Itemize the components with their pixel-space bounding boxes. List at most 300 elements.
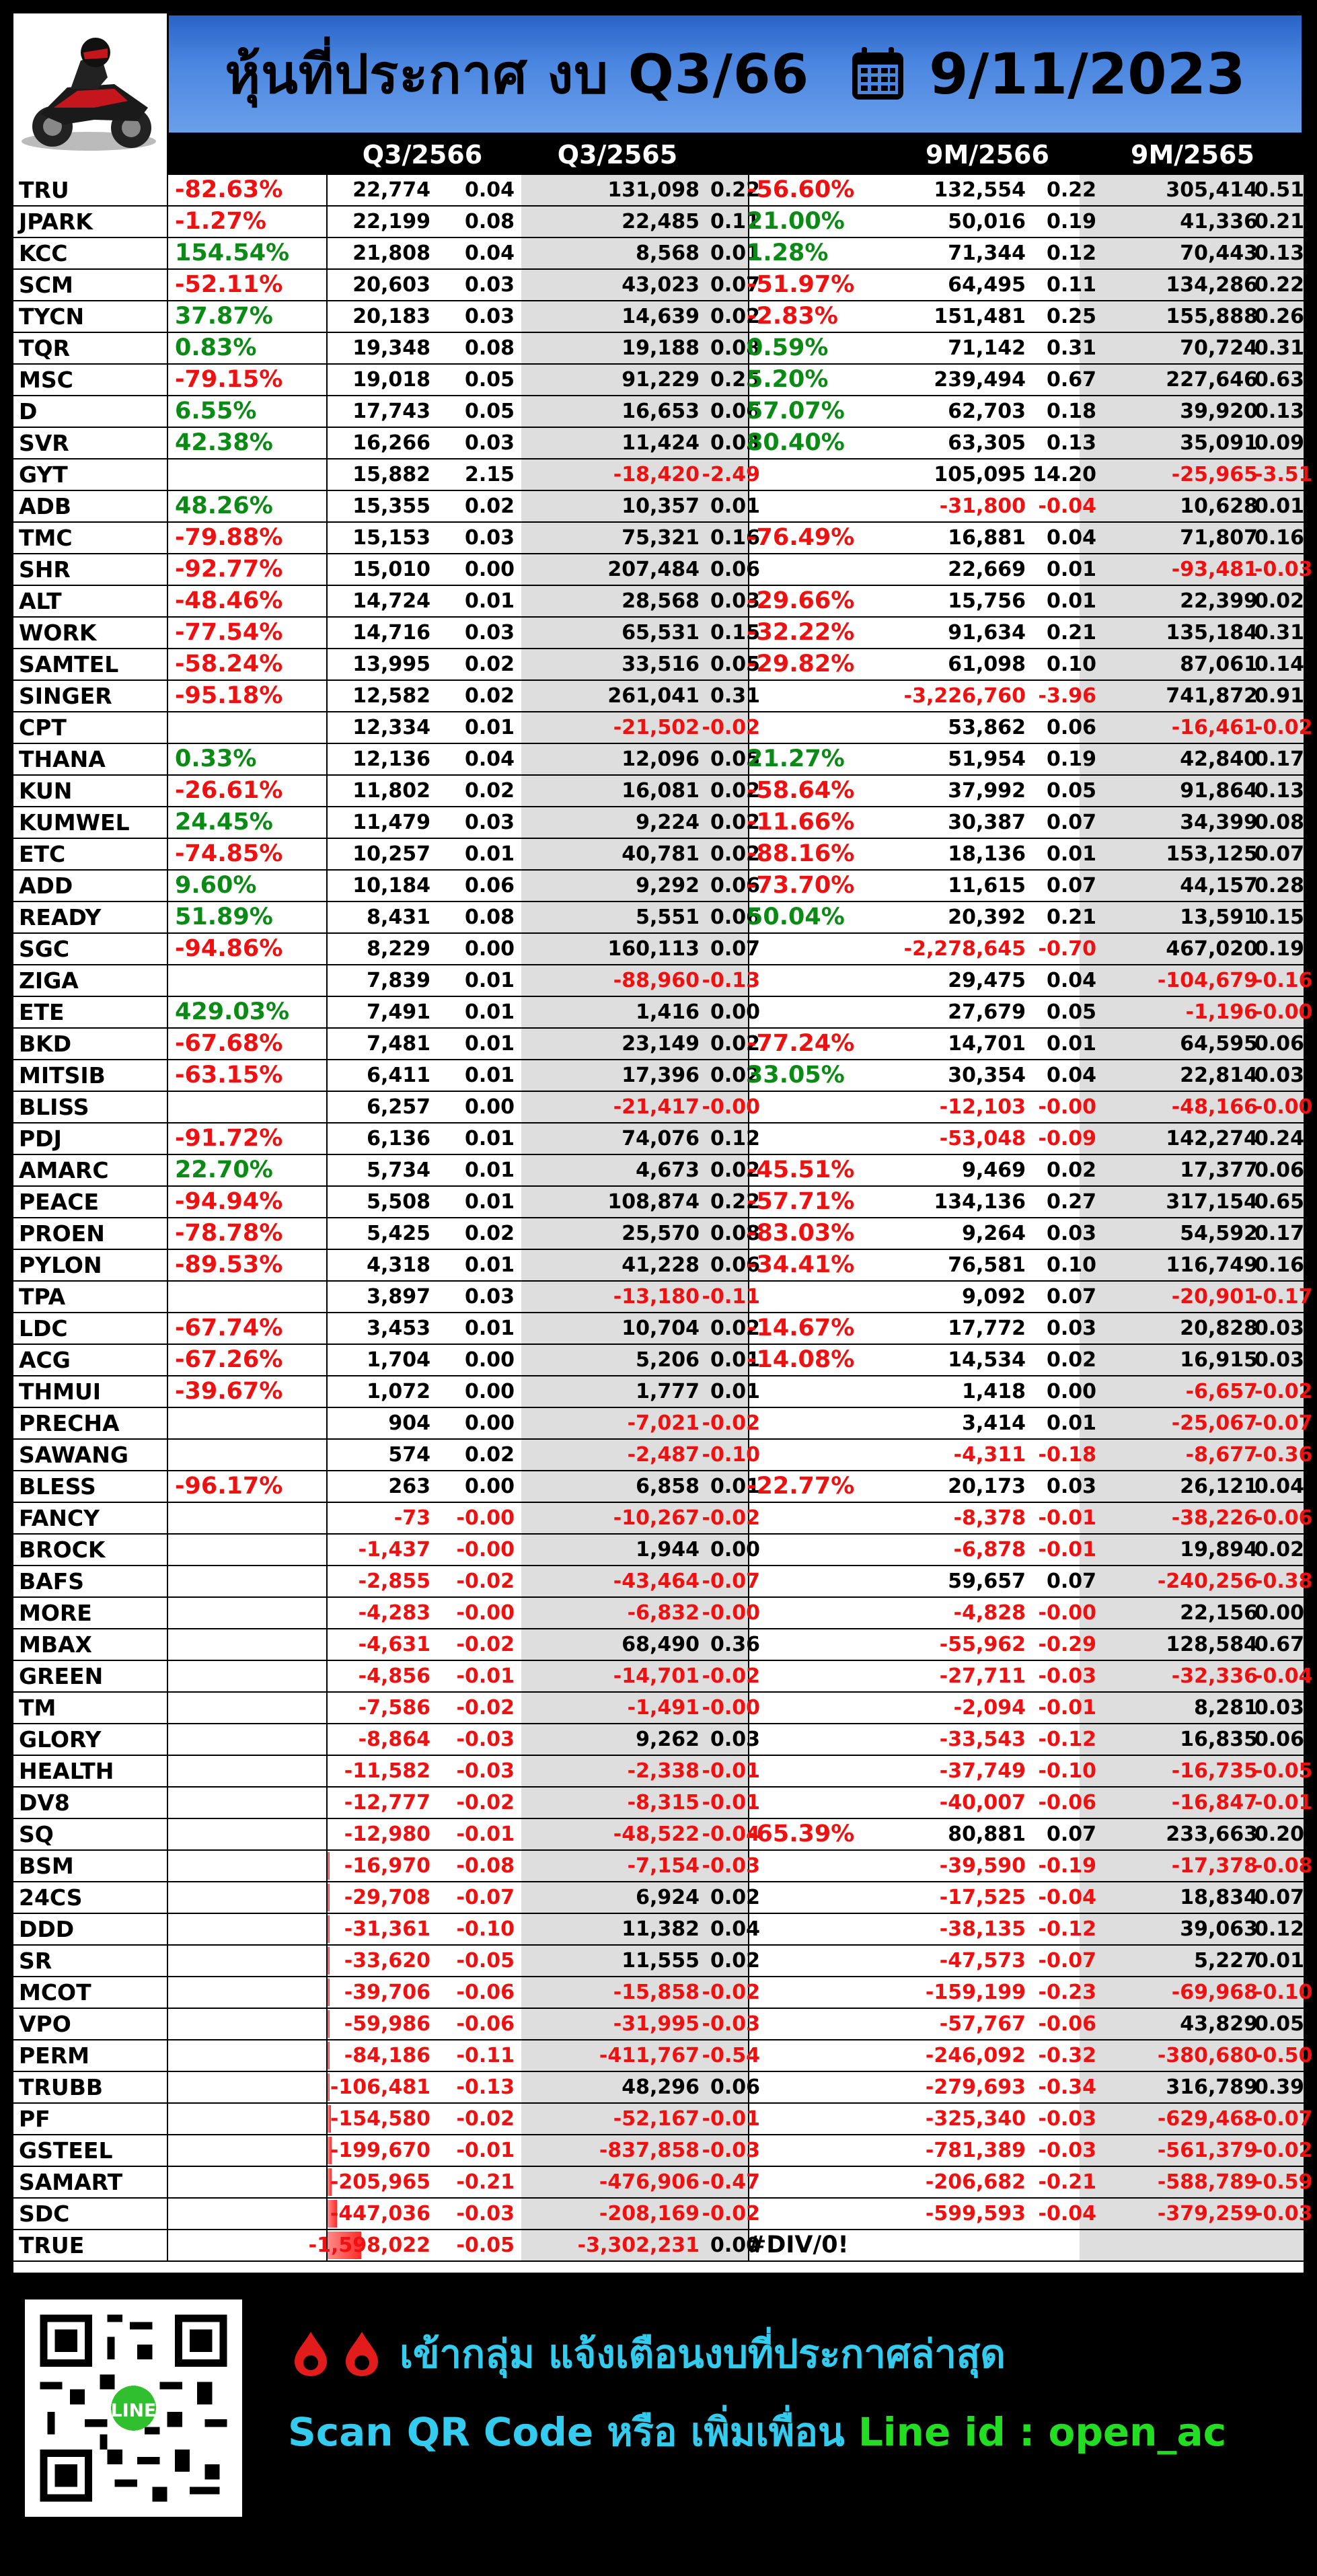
q3-2565-profit: 75,321 <box>622 526 700 550</box>
nine-m-2565-profit: 13,591 <box>1180 906 1258 929</box>
q3-2566-eps: 0.02 <box>464 653 515 676</box>
nine-m-2566-profit: 20,392 <box>948 906 1026 929</box>
nine-m-2565-profit: 316,789 <box>1166 2075 1258 2099</box>
q3-2565-eps: 0.05 <box>710 653 760 676</box>
qr-code-icon[interactable] <box>25 2299 242 2517</box>
nine-m-2566-eps: 0.10 <box>1046 653 1096 676</box>
q3-2565-eps: -0.07 <box>702 1570 760 1593</box>
nine-m-2566-profit: 71,142 <box>948 336 1026 360</box>
symbol: SDC <box>19 2201 70 2227</box>
q3-2565-profit: 1,777 <box>636 1380 700 1403</box>
nine-m-2566-profit: 14,534 <box>948 1348 1026 1372</box>
q3-2565-eps: 0.15 <box>710 621 760 645</box>
nine-m-2565-profit: 227,646 <box>1166 368 1258 392</box>
q3-2565-eps: -0.54 <box>702 2044 760 2067</box>
q3-2565-eps: 0.00 <box>710 2234 760 2257</box>
nine-m-2565-profit: 233,663 <box>1166 1823 1258 1846</box>
table-row <box>13 1376 1313 1408</box>
nine-m-2566-profit: -39,590 <box>939 1854 1026 1878</box>
q3-2565-eps: 0.06 <box>710 1253 760 1277</box>
q3-2565-profit: 12,096 <box>622 747 700 771</box>
nine-m-2565-profit: 39,920 <box>1180 400 1258 423</box>
q3-change-pct: 51.89% <box>175 904 273 930</box>
q3-2566-profit: 7,481 <box>367 1032 430 1056</box>
q3-2566-eps: -0.06 <box>456 1981 515 2004</box>
table-row <box>13 301 1304 333</box>
nine-m-2566-profit: 15,756 <box>948 589 1026 613</box>
table-row <box>13 1250 1304 1282</box>
symbol: WORK <box>19 620 97 646</box>
q3-2566-eps: -0.01 <box>456 1664 515 1688</box>
nine-m-2565-eps: 0.13 <box>1254 242 1305 265</box>
nine-m-change-pct: -22.77% <box>747 1473 855 1500</box>
nine-m-2565-profit: -20,901 <box>1171 1285 1258 1309</box>
symbol: PEACE <box>19 1189 100 1215</box>
q3-2566-eps: 0.02 <box>464 494 515 518</box>
nine-m-2566-eps: -0.29 <box>1038 1633 1096 1656</box>
q3-2566-eps: 0.01 <box>464 716 515 739</box>
table-row <box>13 2009 1304 2040</box>
nine-m-2566-profit: 105,095 <box>934 463 1026 486</box>
q3-2566-profit: 20,183 <box>352 305 430 328</box>
q3-2565-eps: 0.02 <box>710 1949 760 1973</box>
table-row <box>13 175 1304 207</box>
nine-m-change-pct: -58.64% <box>747 777 855 804</box>
q3-2565-profit: 19,188 <box>622 336 700 360</box>
scan-line <box>288 2400 1226 2463</box>
nine-m-2566-profit: -27,711 <box>939 1664 1026 1688</box>
symbol: THMUI <box>19 1378 102 1405</box>
nine-m-2566-eps: -0.01 <box>1038 1538 1096 1561</box>
nine-m-2566-profit: -279,693 <box>925 2075 1026 2099</box>
q3-2565-eps: 0.02 <box>710 1064 760 1087</box>
q3-change-pct: -79.88% <box>175 524 283 551</box>
table-row <box>13 871 1304 902</box>
q3-2566-profit: 11,479 <box>352 811 430 834</box>
nine-m-2566-profit: -38,135 <box>939 1917 1026 1941</box>
nine-m-2566-profit <box>851 2230 1026 2260</box>
symbol: SR <box>19 1948 52 1974</box>
symbol: LDC <box>19 1315 68 1341</box>
q3-2566-eps: -0.01 <box>456 1823 515 1846</box>
q3-2566-eps: -0.02 <box>456 1633 515 1656</box>
q3-change-pct: -74.85% <box>175 840 283 867</box>
nine-m-2565-eps: -0.08 <box>1254 1854 1313 1878</box>
nine-m-2566-eps: -0.32 <box>1038 2044 1096 2067</box>
nine-m-2565-eps: -0.02 <box>1254 1380 1313 1403</box>
nine-m-2565-eps: -3.51 <box>1254 463 1313 486</box>
q3-2566-profit: -154,580 <box>330 2107 430 2131</box>
nine-m-2566-eps: 0.00 <box>1046 1380 1096 1403</box>
symbol: PRECHA <box>19 1410 120 1436</box>
nine-m-2565-profit: -561,379 <box>1157 2139 1258 2162</box>
q3-2566-profit: 1,704 <box>367 1348 430 1372</box>
nine-m-2565-eps: 0.63 <box>1254 368 1305 392</box>
nine-m-2565-eps: -0.04 <box>1254 1664 1313 1688</box>
symbol: GLORY <box>19 1726 102 1753</box>
nine-m-2565-eps: 0.09 <box>1254 431 1305 455</box>
q3-2566-eps: 0.03 <box>464 431 515 455</box>
q3-2565-profit: -2,487 <box>627 1443 700 1467</box>
q3-change-pct: -95.18% <box>175 682 283 709</box>
nine-m-change-pct: -77.24% <box>747 1030 855 1057</box>
symbol: PYLON <box>19 1252 102 1278</box>
nine-m-2565-profit: 153,125 <box>1166 842 1258 866</box>
nine-m-2565-eps: -0.10 <box>1254 1981 1313 2004</box>
table-row <box>13 428 1304 459</box>
q3-2565-eps: 0.01 <box>710 1348 760 1372</box>
table-row <box>13 744 1304 776</box>
q3-2565-eps: 0.31 <box>710 684 760 708</box>
q3-2565-profit: 11,555 <box>622 1949 700 1973</box>
nine-m-2566-eps: -0.00 <box>1038 1601 1096 1625</box>
q3-change-pct: 6.55% <box>175 398 257 425</box>
q3-2566-eps: -0.02 <box>456 1570 515 1593</box>
q3-change-pct: -63.15% <box>175 1062 283 1089</box>
q3-2565-profit: -21,502 <box>613 716 700 739</box>
nine-m-2565-eps: 0.51 <box>1254 178 1305 202</box>
nine-m-2566-eps: 0.05 <box>1046 779 1096 803</box>
nine-m-2566-profit: -40,007 <box>939 1791 1026 1814</box>
q3-2566-profit: -59,986 <box>344 2012 430 2036</box>
nine-m-2565-profit: 22,156 <box>1180 1601 1258 1625</box>
nine-m-2565-eps: -0.05 <box>1254 1759 1313 1783</box>
nine-m-2565-eps: 0.19 <box>1254 937 1305 961</box>
q3-2566-eps: 0.01 <box>464 842 515 866</box>
table-row <box>13 1756 1313 1788</box>
table-row <box>13 1977 1313 2009</box>
symbol: BAFS <box>19 1568 85 1594</box>
q3-2565-eps: 0.02 <box>710 842 760 866</box>
q3-2565-profit: 1,944 <box>636 1538 700 1561</box>
symbol: KUMWEL <box>19 809 130 836</box>
nine-m-2565-eps: 0.67 <box>1254 1633 1305 1656</box>
q3-2565-eps: 0.08 <box>710 336 760 360</box>
nine-m-2566-eps: 0.04 <box>1046 526 1096 550</box>
q3-2566-profit: 904 <box>388 1411 430 1435</box>
join-group-line <box>291 2320 1006 2387</box>
nine-m-change-pct: 33.05% <box>747 1062 845 1089</box>
q3-2566-profit: 22,199 <box>352 210 430 233</box>
nine-m-2565-profit: -8,677 <box>1185 1443 1258 1467</box>
nine-m-2566-profit: 9,469 <box>962 1158 1026 1182</box>
q3-2565-profit: 1,416 <box>636 1000 700 1024</box>
q3-2566-profit: 19,348 <box>352 336 430 360</box>
q3-2566-profit: 6,411 <box>367 1064 430 1087</box>
q3-2566-eps: 0.03 <box>464 273 515 297</box>
nine-m-2565-eps: 0.17 <box>1254 1222 1305 1245</box>
nine-m-2566-profit: 132,554 <box>934 178 1026 202</box>
q3-2565-eps: -0.03 <box>702 2012 760 2036</box>
nine-m-2565-profit: 91,864 <box>1180 779 1258 803</box>
nine-m-2566-profit: 30,354 <box>948 1064 1026 1087</box>
nine-m-2566-eps: -0.12 <box>1038 1917 1096 1941</box>
nine-m-2566-eps: 0.01 <box>1046 558 1096 581</box>
nine-m-2566-eps: 0.10 <box>1046 1253 1096 1277</box>
nine-m-2565-profit: 135,184 <box>1166 621 1258 645</box>
nine-m-change-pct: -57.71% <box>747 1188 855 1215</box>
nine-m-2565-profit: -16,847 <box>1171 1791 1258 1814</box>
table-row <box>13 1946 1304 1977</box>
nine-m-2566-eps: 0.13 <box>1046 431 1096 455</box>
q3-2565-profit: 25,570 <box>622 1222 700 1245</box>
nine-m-2565-eps: 0.06 <box>1254 1158 1305 1182</box>
nine-m-2566-profit: 80,881 <box>948 1823 1026 1846</box>
symbol: MSC <box>19 367 73 393</box>
q3-2565-profit: 22,485 <box>622 210 700 233</box>
q3-2566-profit: -84,186 <box>344 2044 430 2067</box>
q3-2565-profit: 9,224 <box>636 811 700 834</box>
q3-2566-eps: -0.05 <box>456 2234 515 2257</box>
col-q3-2565: Q3/2565 <box>557 140 678 170</box>
q3-2566-profit: -39,706 <box>344 1981 430 2004</box>
nine-m-2566-eps: 0.07 <box>1046 811 1096 834</box>
nine-m-2565-eps: -0.03 <box>1254 558 1313 581</box>
symbol: PROEN <box>19 1220 105 1247</box>
nine-m-2566-eps: 0.04 <box>1046 1064 1096 1087</box>
q3-change-pct: -94.86% <box>175 935 283 962</box>
nine-m-2566-eps: 0.06 <box>1046 716 1096 739</box>
q3-2566-profit: 6,136 <box>367 1127 430 1150</box>
q3-2565-eps: 0.06 <box>710 558 760 581</box>
q3-2565-profit: -52,167 <box>613 2107 700 2131</box>
table-row <box>13 1187 1304 1218</box>
nine-m-2565-eps: 0.16 <box>1254 526 1305 550</box>
nine-m-2566-eps: -0.10 <box>1038 1759 1096 1783</box>
symbol: DV8 <box>19 1790 70 1816</box>
symbol: KCC <box>19 240 68 266</box>
calendar-icon <box>850 46 906 102</box>
table-row <box>13 965 1313 997</box>
nine-m-change-pct: -32.22% <box>747 619 855 646</box>
symbol: BLISS <box>19 1094 89 1120</box>
q3-2566-profit: -31,361 <box>344 1917 430 1941</box>
q3-2566-profit: 21,808 <box>352 242 430 265</box>
q3-2566-eps: -0.03 <box>456 2202 515 2225</box>
nine-m-2566-profit: 59,657 <box>948 1570 1026 1593</box>
report-date: 9/11/2023 <box>929 41 1246 107</box>
nine-m-change-pct: -65.39% <box>747 1820 855 1847</box>
symbol: DDD <box>19 1916 75 1942</box>
q3-change-pct: 48.26% <box>175 492 273 519</box>
q3-2566-eps: 0.03 <box>464 526 515 550</box>
nine-m-2566-eps: -0.09 <box>1038 1127 1096 1150</box>
nine-m-2566-profit: 37,992 <box>948 779 1026 803</box>
q3-2565-profit: -2,338 <box>627 1759 700 1783</box>
col-9m-2565: 9M/2565 <box>1131 140 1254 170</box>
nine-m-2565-profit: -17,378 <box>1171 1854 1258 1878</box>
nine-m-2565-profit: 70,443 <box>1180 242 1258 265</box>
q3-2565-eps: -0.13 <box>702 969 760 992</box>
q3-2565-eps: -0.02 <box>702 1506 760 1530</box>
q3-2565-eps: -0.01 <box>702 1791 760 1814</box>
nine-m-2566-profit: -6,878 <box>953 1538 1026 1561</box>
table-row <box>13 396 1304 428</box>
q3-change-pct: -78.78% <box>175 1220 283 1247</box>
fire-icon <box>342 2329 382 2378</box>
nine-m-2565-eps: 0.17 <box>1254 747 1305 771</box>
q3-change-pct: -67.74% <box>175 1315 283 1341</box>
q3-2565-profit: 40,781 <box>622 842 700 866</box>
nine-m-2566-profit: 50,016 <box>948 210 1026 233</box>
table-row <box>13 586 1304 618</box>
table-row <box>13 554 1313 586</box>
q3-2565-profit: 4,673 <box>636 1158 700 1182</box>
q3-2565-eps: -0.11 <box>702 1285 760 1309</box>
table-row <box>13 1155 1304 1187</box>
symbol: TRUBB <box>19 2074 104 2100</box>
symbol: ETC <box>19 841 66 867</box>
q3-2566-eps: -0.06 <box>456 2012 515 2036</box>
q3-2566-profit: -447,036 <box>330 2202 430 2225</box>
symbol: ALT <box>19 588 62 614</box>
symbol: ETE <box>19 999 65 1025</box>
nine-m-2565-profit: 155,888 <box>1166 305 1258 328</box>
q3-2566-eps: -0.00 <box>456 1506 515 1530</box>
table-row <box>13 1598 1304 1629</box>
nine-m-2565-profit: 317,154 <box>1166 1190 1258 1214</box>
nine-m-change-pct: -14.67% <box>747 1315 855 1341</box>
nine-m-2565-profit: 305,414 <box>1166 178 1258 202</box>
q3-2565-profit: 11,424 <box>622 431 700 455</box>
nine-m-2566-eps: -3.96 <box>1038 684 1096 708</box>
q3-change-pct: 37.87% <box>175 303 273 330</box>
q3-2565-profit: 207,484 <box>607 558 700 581</box>
symbol: D <box>19 398 38 425</box>
q3-2566-profit: -12,777 <box>344 1791 430 1814</box>
q3-2565-profit: 16,081 <box>622 779 700 803</box>
nine-m-2565-eps: -0.38 <box>1254 1570 1313 1593</box>
q3-2566-profit: 15,010 <box>352 558 430 581</box>
table-row <box>13 618 1304 649</box>
nine-m-2565-eps: 0.01 <box>1254 1949 1305 1973</box>
table-row <box>13 712 1313 744</box>
nine-m-2565-eps: 0.06 <box>1254 1728 1305 1751</box>
nine-m-2565-eps: 0.13 <box>1254 400 1305 423</box>
nine-m-2565-eps: 0.20 <box>1254 1823 1305 1846</box>
q3-2566-profit: -8,864 <box>358 1728 430 1751</box>
nine-m-2565-eps: 0.39 <box>1254 2075 1305 2099</box>
table-row <box>13 1029 1304 1060</box>
q3-2565-eps: -0.03 <box>702 2139 760 2162</box>
q3-2566-eps: -0.00 <box>456 1601 515 1625</box>
table-row <box>13 1440 1313 1471</box>
nine-m-2566-profit: 134,136 <box>934 1190 1026 1214</box>
nine-m-2566-profit: -159,199 <box>925 1981 1026 2004</box>
q3-2566-profit: -12,980 <box>344 1823 430 1846</box>
q3-2566-profit: 8,229 <box>367 937 430 961</box>
q3-2566-profit: 11,802 <box>352 779 430 803</box>
symbol: BSM <box>19 1853 74 1879</box>
symbol: HEALTH <box>19 1758 114 1784</box>
table-row <box>13 1851 1313 1882</box>
q3-2566-eps: -0.01 <box>456 2139 515 2162</box>
q3-2566-eps: 0.00 <box>464 1095 515 1119</box>
nine-m-2566-eps: 0.07 <box>1046 1570 1096 1593</box>
nine-m-change-pct: -73.70% <box>747 872 855 899</box>
q3-change-pct: 22.70% <box>175 1156 273 1183</box>
q3-2565-eps: 0.02 <box>710 1317 760 1340</box>
table-row <box>13 2040 1313 2072</box>
symbol: PF <box>19 2106 50 2132</box>
nine-m-2565-eps: -0.59 <box>1254 2170 1313 2194</box>
svg-text:LINE: LINE <box>110 2400 157 2421</box>
q3-2566-eps: -0.02 <box>456 2107 515 2131</box>
nine-m-2565-profit: 18,834 <box>1180 1886 1258 1909</box>
table-row <box>13 1566 1313 1598</box>
nine-m-2565-eps: 0.07 <box>1254 1886 1305 1909</box>
nine-m-2565-profit: 20,828 <box>1180 1317 1258 1340</box>
q3-2566-profit: 574 <box>388 1443 430 1467</box>
q3-2565-profit: -7,154 <box>627 1854 700 1878</box>
nine-m-2566-profit: -53,048 <box>939 1127 1026 1150</box>
nine-m-change-pct: 50.04% <box>747 904 845 930</box>
nine-m-2565-eps: 0.24 <box>1254 1127 1305 1150</box>
symbol: SGC <box>19 936 70 962</box>
q3-2566-eps: -0.00 <box>456 1538 515 1561</box>
q3-2565-profit: -8,315 <box>627 1791 700 1814</box>
table-row <box>13 1882 1304 1914</box>
q3-2566-profit: 4,318 <box>367 1253 430 1277</box>
table-row <box>13 1535 1304 1566</box>
q3-2566-profit: 3,897 <box>367 1285 430 1309</box>
q3-2566-profit: 12,582 <box>352 684 430 708</box>
q3-2565-profit: -1,491 <box>627 1696 700 1720</box>
nine-m-2565-profit: 134,286 <box>1166 273 1258 297</box>
nine-m-2565-profit: -16,461 <box>1171 716 1258 739</box>
q3-change-pct: -79.15% <box>175 366 283 393</box>
table-row <box>13 1313 1304 1345</box>
symbol: MCOT <box>19 1979 91 2005</box>
nine-m-2565-profit: -6,657 <box>1185 1380 1258 1403</box>
nine-m-2565-eps: 0.21 <box>1254 210 1305 233</box>
nine-m-2565-profit: -240,256 <box>1157 1570 1258 1593</box>
q3-change-pct: -89.53% <box>175 1251 283 1278</box>
q3-2565-profit: 23,149 <box>622 1032 700 1056</box>
q3-2565-profit: 28,568 <box>622 589 700 613</box>
nine-m-change-pct: -83.03% <box>747 1220 855 1247</box>
nine-m-2566-eps: 0.02 <box>1046 1158 1096 1182</box>
nine-m-2566-eps: -0.18 <box>1038 1443 1096 1467</box>
nine-m-2565-eps: -0.07 <box>1254 2107 1313 2131</box>
nine-m-2566-eps: 0.01 <box>1046 1032 1096 1056</box>
q3-2566-eps: 0.01 <box>464 1317 515 1340</box>
nine-m-2566-eps: 0.03 <box>1046 1317 1096 1340</box>
nine-m-2565-eps: -0.02 <box>1254 716 1313 739</box>
nine-m-2566-eps: 0.03 <box>1046 1222 1096 1245</box>
q3-2566-profit: 8,431 <box>367 906 430 929</box>
q3-2566-eps: -0.10 <box>456 1917 515 1941</box>
q3-2565-profit: 9,262 <box>636 1728 700 1751</box>
symbol: GREEN <box>19 1663 104 1689</box>
nine-m-change-pct: -2.83% <box>747 303 838 330</box>
symbol: BKD <box>19 1031 72 1057</box>
q3-2566-profit: 19,018 <box>352 368 430 392</box>
line-id-text[interactable]: Line id : open_ac <box>858 2409 1226 2455</box>
nine-m-2566-eps: 0.01 <box>1046 1411 1096 1435</box>
nine-m-2565-eps: 0.04 <box>1254 1475 1305 1498</box>
q3-2565-profit: 261,041 <box>607 684 700 708</box>
nine-m-2566-profit: 20,173 <box>948 1475 1026 1498</box>
nine-m-2566-profit: -781,389 <box>925 2139 1026 2162</box>
nine-m-2565-profit: 39,063 <box>1180 1917 1258 1941</box>
table-row <box>13 365 1304 396</box>
q3-2566-profit: 12,136 <box>352 747 430 771</box>
nine-m-2565-profit: 70,724 <box>1180 336 1258 360</box>
q3-2565-profit: 65,531 <box>622 621 700 645</box>
nine-m-2565-profit: -588,789 <box>1157 2170 1258 2194</box>
q3-change-pct: -67.26% <box>175 1346 283 1373</box>
